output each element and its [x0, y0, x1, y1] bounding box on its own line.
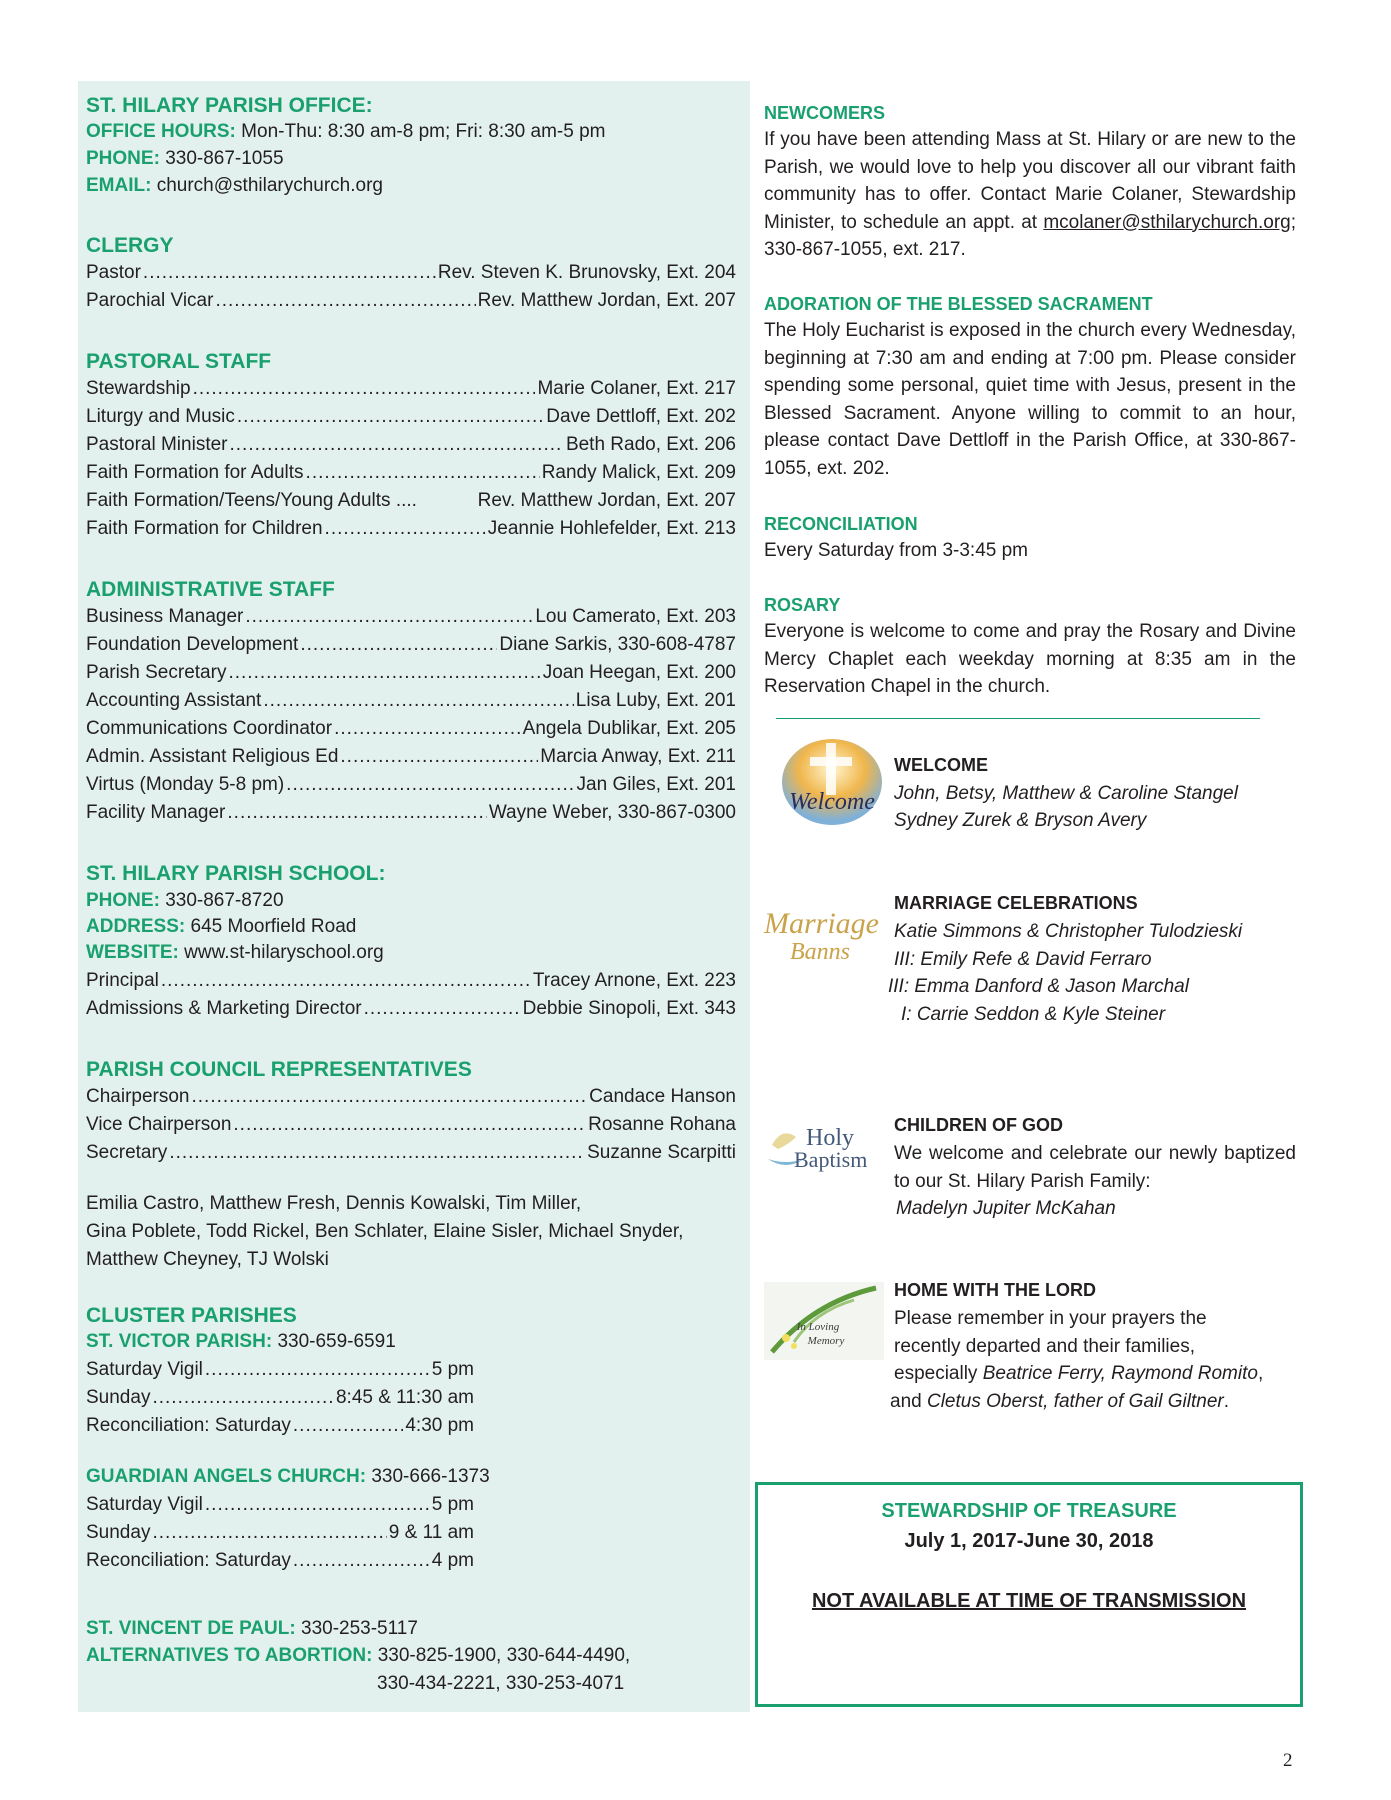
- school-website: WEBSITE: www.st-hilaryschool.org: [86, 942, 384, 963]
- page-number: 2: [1283, 1750, 1293, 1771]
- svg-text:Baptism: Baptism: [794, 1147, 868, 1172]
- council-members: Gina Poblete, Todd Rickel, Ben Schlater, Elaine Sisler, Michael Snyder,: [86, 1221, 684, 1242]
- holy-baptism-image: [762, 1115, 890, 1181]
- clergy-row: Parochial Vicar ..... Rev. Matthew Jordan, Ext. 207: [86, 290, 736, 312]
- home-title: HOME WITH THE LORD: [894, 1280, 1096, 1300]
- angels-row: Saturday Vigil ..... 5 pm: [86, 1494, 474, 1516]
- admin-row: Communications Coordinator ..... Angela Dublikar, Ext. 205: [86, 718, 736, 740]
- welcome-names: John, Betsy, Matthew & Caroline Stangel: [894, 783, 1238, 804]
- stewardship-treasure-box: [755, 1482, 1303, 1707]
- svg-text:Banns: Banns: [790, 939, 850, 965]
- reconciliation-text: Every Saturday from 3-3:45 pm: [764, 540, 1028, 561]
- clergy-row: Pastor ..... Rev. Steven K. Brunovsky, Ext. 204: [86, 262, 736, 284]
- marriage-line: Katie Simmons & Christopher Tulodzieski: [894, 921, 1243, 942]
- children-text: We welcome and celebrate our newly baptized to our St. Hilary Parish Family:: [894, 1143, 1296, 1192]
- marriage-line: III: Emily Refe & David Ferraro: [894, 949, 1152, 970]
- rosary-text: Everyone is welcome to come and pray the Rosary and Divine Mercy Chaplet each weekday morning at 8:35 am in the Reservation Chapel in the church.: [764, 621, 1296, 697]
- pastoral-row: Faith Formation/Teens/Young Adults .... Rev. Matthew Jordan, Ext. 207: [86, 490, 736, 511]
- marriage-line: I: Carrie Seddon & Kyle Steiner: [901, 1004, 1166, 1025]
- children-title: CHILDREN OF GOD: [894, 1115, 1063, 1135]
- angels-row: Reconciliation: Saturday ..... 4 pm: [86, 1550, 474, 1572]
- home-line: recently departed and their families,: [894, 1336, 1195, 1357]
- council-row: Vice Chairperson ..... Rosanne Rohana: [86, 1114, 736, 1136]
- council-row: Chairperson ..... Candace Hanson: [86, 1086, 736, 1108]
- adoration-text: The Holy Eucharist is exposed in the church every Wednesday, beginning at 7:30 am and ending at 7:00 pm. Please consider spending some personal, quiet time with Jesus, present in the Blessed Sacrament. Anyone willing to commit to an hour, please contact Dave Dettloff in the Parish Office, at 330-867-1055, ext. 202.: [764, 320, 1296, 479]
- svg-text:Holy: Holy: [806, 1125, 854, 1151]
- treasure-dates: July 1, 2017-June 30, 2018: [904, 1530, 1154, 1552]
- school-row: Admissions & Marketing Director ..... Debbie Sinopoli, Ext. 343: [86, 998, 736, 1020]
- adoration-title: ADORATION OF THE BLESSED SACRAMENT: [764, 294, 1153, 314]
- svg-text:Marriage: Marriage: [764, 907, 879, 940]
- abortion-line: ALTERNATIVES TO ABORTION: 330-825-1900, 330-644-4490,: [86, 1645, 631, 1666]
- pastoral-row: Faith Formation for Children ..... Jeannie Hohlefelder, Ext. 213: [86, 518, 736, 540]
- reconciliation-title: RECONCILIATION: [764, 514, 918, 534]
- svg-text:Welcome: Welcome: [789, 789, 875, 815]
- angels-header: GUARDIAN ANGELS CHURCH: 330-666-1373: [86, 1466, 490, 1487]
- victor-row: Reconciliation: Saturday ..... 4:30 pm: [86, 1415, 474, 1437]
- pastoral-row: Pastoral Minister ..... Beth Rado, Ext. 206: [86, 434, 736, 456]
- council-members: Matthew Cheyney, TJ Wolski: [86, 1249, 329, 1270]
- rosary-title: ROSARY: [764, 595, 841, 615]
- welcome-image: [780, 737, 884, 827]
- svg-text:Memory: Memory: [807, 1335, 845, 1347]
- svg-text:In Loving: In Loving: [796, 1321, 840, 1333]
- welcome-names: Sydney Zurek & Bryson Avery: [894, 810, 1147, 831]
- admin-row: Accounting Assistant ..... Lisa Luby, Ext. 201: [86, 690, 736, 712]
- welcome-title: WELCOME: [894, 755, 988, 775]
- marriage-title: MARRIAGE CELEBRATIONS: [894, 893, 1138, 913]
- section-divider: [776, 718, 1260, 719]
- pastoral-row: Stewardship ..... Marie Colaner, Ext. 217: [86, 378, 736, 400]
- admin-row: Admin. Assistant Religious Ed ..... Marcia Anway, Ext. 211: [86, 746, 736, 768]
- office-email: EMAIL: church@sthilarychurch.org: [86, 175, 383, 196]
- cluster-title: CLUSTER PARISHES: [86, 1304, 297, 1327]
- victor-header: ST. VICTOR PARISH: 330-659-6591: [86, 1331, 396, 1352]
- home-line: Please remember in your prayers the: [894, 1308, 1207, 1329]
- admin-row: Facility Manager ..... Wayne Weber, 330-867-0300: [86, 802, 736, 824]
- admin-row: Business Manager ..... Lou Camerato, Ext. 203: [86, 606, 736, 628]
- pastoral-title: PASTORAL STAFF: [86, 350, 272, 373]
- admin-title: ADMINISTRATIVE STAFF: [86, 578, 335, 601]
- school-phone: PHONE: 330-867-8720: [86, 890, 284, 911]
- school-row: Principal ..... Tracey Arnone, Ext. 223: [86, 970, 736, 992]
- school-address: ADDRESS: 645 Moorfield Road: [86, 916, 357, 937]
- abortion-line-2: 330-434-2221, 330-253-4071: [377, 1673, 625, 1694]
- angels-row: Sunday ..... 9 & 11 am: [86, 1522, 474, 1544]
- victor-row: Sunday ..... 8:45 & 11:30 am: [86, 1387, 474, 1409]
- office-title: ST. HILARY PARISH OFFICE:: [86, 94, 373, 117]
- council-row: Secretary ..... Suzanne Scarpitti: [86, 1142, 736, 1164]
- home-line: and Cletus Oberst, father of Gail Giltner.: [890, 1391, 1229, 1412]
- admin-row: Virtus (Monday 5-8 pm) ..... Jan Giles, Ext. 201: [86, 774, 736, 796]
- newcomers-email-link[interactable]: mcolaner@sthilarychurch.org: [1043, 211, 1291, 233]
- office-phone: PHONE: 330-867-1055: [86, 148, 284, 169]
- home-line: especially Beatrice Ferry, Raymond Romito,: [894, 1363, 1264, 1384]
- in-loving-memory-image: [764, 1282, 884, 1360]
- marriage-banns-image: [760, 895, 888, 971]
- newcomers-title: NEWCOMERS: [764, 103, 885, 123]
- admin-row: Parish Secretary ..... Joan Heegan, Ext. 200: [86, 662, 736, 684]
- office-hours: OFFICE HOURS: Mon-Thu: 8:30 am-8 pm; Fri: 8:30 am-5 pm: [86, 121, 606, 142]
- clergy-title: CLERGY: [86, 234, 174, 257]
- pastoral-row: Liturgy and Music ..... Dave Dettloff, Ext. 202: [86, 406, 736, 428]
- council-members: Emilia Castro, Matthew Fresh, Dennis Kowalski, Tim Miller,: [86, 1193, 582, 1214]
- treasure-notice: NOT AVAILABLE AT TIME OF TRANSMISSION: [811, 1590, 1247, 1612]
- newcomers-text: If you have been attending Mass at St. Hilary or are new to the Parish, we would love to help you discover all our vibrant faith community has to offer. Contact Marie Colaner, Stewardship Minister, to schedule an appt. at mcolaner@sthilarychurch.org; 330-867-1055, ext. 217.: [764, 129, 1296, 260]
- pastoral-row: Faith Formation for Adults ..... Randy Malick, Ext. 209: [86, 462, 736, 484]
- marriage-line: III: Emma Danford & Jason Marchal: [888, 976, 1189, 997]
- vincent-line: ST. VINCENT DE PAUL: 330-253-5117: [86, 1618, 418, 1639]
- victor-row: Saturday Vigil ..... 5 pm: [86, 1359, 474, 1381]
- treasure-title: STEWARDSHIP OF TREASURE: [881, 1500, 1177, 1522]
- admin-row: Foundation Development ..... Diane Sarkis, 330-608-4787: [86, 634, 736, 656]
- school-title: ST. HILARY PARISH SCHOOL:: [86, 862, 386, 885]
- council-title: PARISH COUNCIL REPRESENTATIVES: [86, 1058, 472, 1081]
- children-name: Madelyn Jupiter McKahan: [896, 1198, 1116, 1219]
